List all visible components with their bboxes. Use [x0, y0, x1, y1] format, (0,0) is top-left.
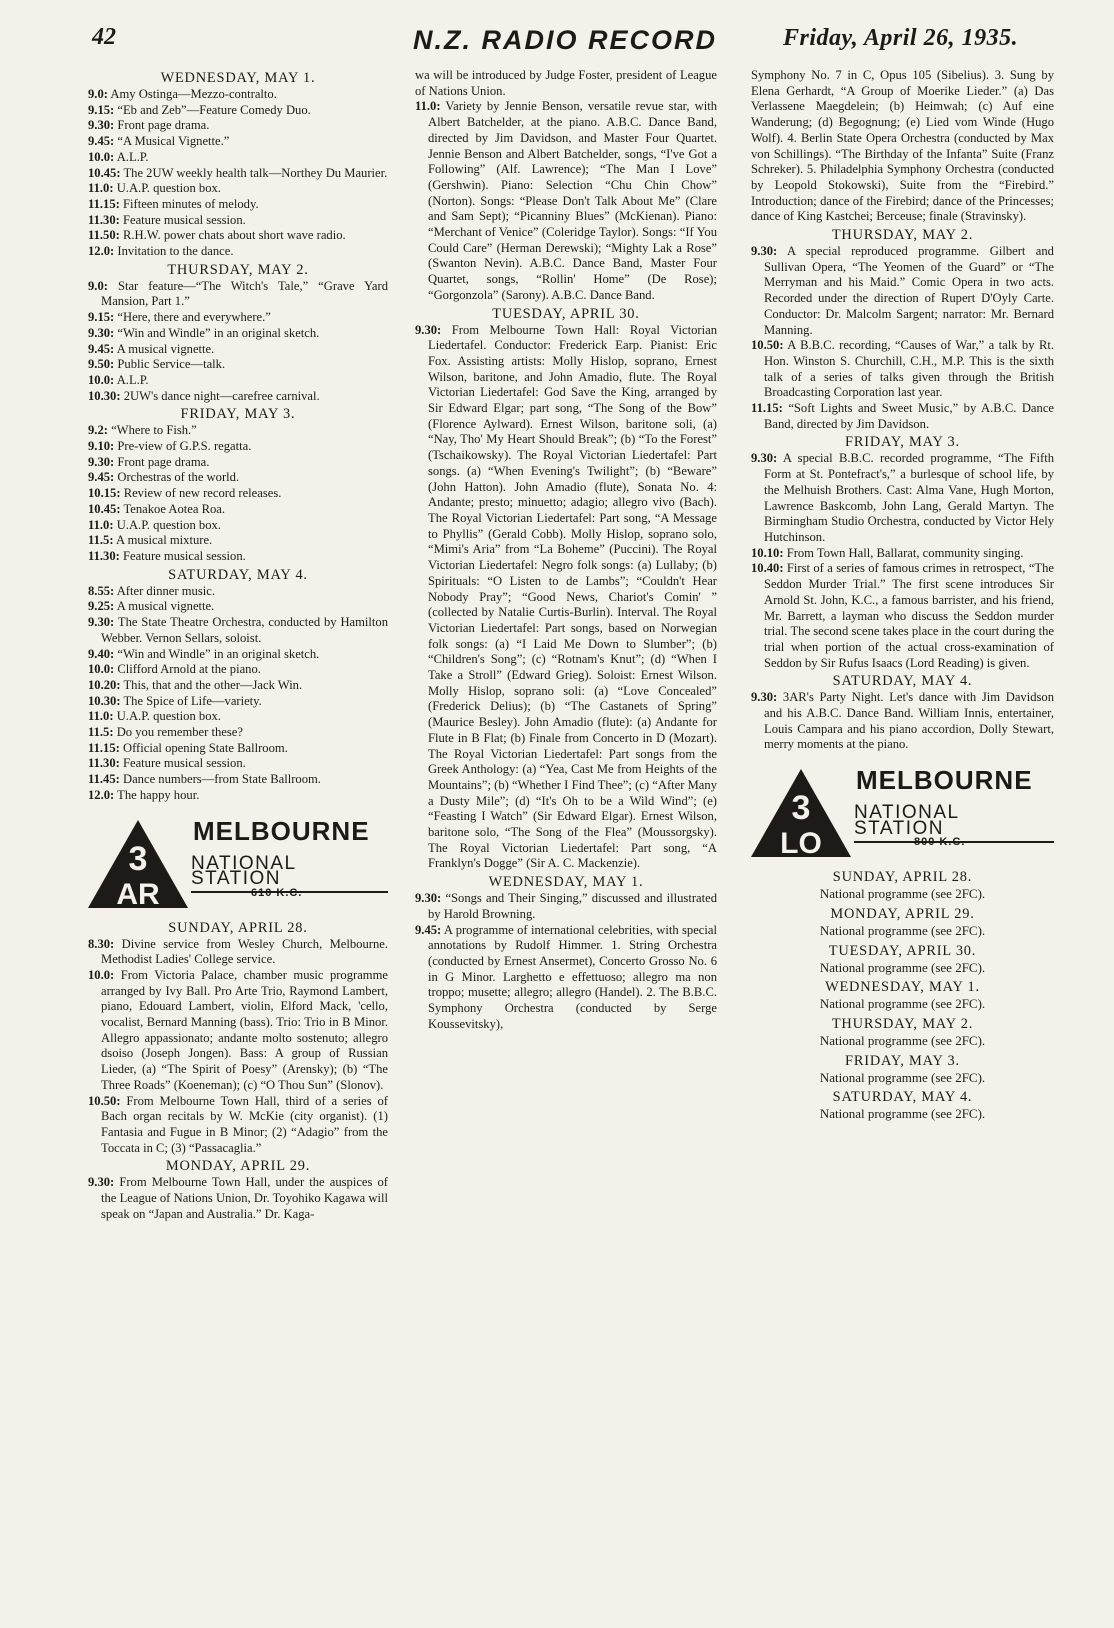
program-description: Front page drama.	[117, 454, 210, 469]
program-time: 11.15:	[88, 740, 120, 755]
day-heading: TUESDAY, APRIL 30.	[492, 305, 640, 322]
day-heading: SATURDAY, MAY 4.	[168, 566, 308, 583]
program-description: A musical mixture.	[116, 533, 213, 548]
program-time: 11.15:	[88, 196, 120, 211]
program-entry	[88, 725, 388, 741]
program-entry	[88, 455, 388, 471]
day-heading: THURSDAY, MAY 2.	[831, 1015, 974, 1032]
program-description: Tenakoe Aotea Roa.	[123, 501, 226, 516]
program-description: “Songs and Their Singing,” discussed and illustrated by Harold Browning.	[428, 891, 717, 921]
program-description: After dinner music.	[116, 583, 215, 598]
program-time: 10.45:	[88, 165, 121, 180]
program-description: From Victoria Palace, chamber music programme arranged by Ivy Ball. Pro Arte Trio, Raymond Lambert, piano, Edouard Lambert, violin, Elford Mack, 'cello, vocalist, Bernard Manning (bass). Trio: Trio in B Minor. Allegro appassionato; andante molto sostenuto; allegro dsoiso (Joseph Jongen). Bass: A group of Russian Lieder, (a) “The Spirit of Poesy” (Arensky); (b) “The Three Roads” (Koeneman); (c) “O Thou Sun” (Slonov).	[101, 967, 388, 1092]
program-entry	[88, 709, 388, 725]
program-description: Front page drama.	[117, 118, 210, 133]
program-description: 2UW's dance night—carefree carnival.	[123, 388, 320, 403]
program-entry	[88, 244, 388, 260]
station-logo-3lo-icon	[751, 767, 853, 859]
day-heading: WEDNESDAY, MAY 1.	[160, 70, 316, 86]
program-entry	[88, 197, 388, 213]
program-description: Clifford Arnold at the piano.	[117, 662, 261, 677]
station-frequency: 610 K.C.	[251, 886, 303, 899]
program-description: From Melbourne Town Hall: Royal Victorian Liedertafel. Conductor: Frederick Earp. Pianist: Eric Fox. Assisting artists: Molly Hislop, soprano, Ernest Wilson, baritone, and John Amadio, flute. The Royal Victorian Liedertafel: God Save the King, arranged by Sir Edward Elgar; part song, “The Song of the Bow” (Florence Aylward). Ernest Wilson, baritone soli, (a) “Nay, Tho' My Heart Should Break”; (b) “To the Forest” (Tschaikowsky). The Royal Victorian Liedertafel: Part songs. (a) “When Evening's Twilight”; (b) “Beware” (John Hatton). John Amadio (flute), Sonata No. 4: Andante; presto; minuetto; adagio; allegro vivo (Bach). The Royal Victorian Liedertafel: Part song, “A Message to Phyllis” (Gerald Cobb). Molly Hislop, soprano solo, “Mimi's Aria” from “La Boheme” (Puccini). The Royal Victorian Liedertafel: Negro folk songs: (a) Lullaby; (b) Spirituals: “O Listen to de Lambs”; “Couldn't Hear Nobody Pray”; “Good News, Chariot's Comin' ” (collected by Natalie Curtis-Burlin). Interval. The Royal Victorian Liedertafel: Part songs, based on Norwegian folk songs: (a) “I Laid Me Down to Slumber”; (b) “Children's Song”; (c) “Rotnam's Knut”; (d) “When I Take a Stroll” (Edward Grieg). Soloist: Ernest Wilson. Molly Hislop, soprano soli: (a) “Love Concealed” (Frederick Delius); (b) “The Castanets of Spring” (Maurice Besley). John Amadio (flute): (a) Andante for Flute in B Flat; (b) Finale from Concerto in D (Mozart). The Royal Victorian Liedertafel: Part songs from the Greek Anthology: (a) “Yea, Cast Me from Heights of the Mountains”; (b) “Whether I Find Thee”; (c) “After Many a Dusty Mile”; (d) “It's Oh to be a Wild Wind”; (e) “Feasting I Watch” (Sir Edward Elgar). Ernest Wilson, baritone solo, “The Song of the Flea” (Moussorgsky). The Royal Victorian Liedertafel: Part song, “A Franklyn's Dogge” (Sir A. C. Mackenzie).	[428, 322, 717, 871]
program-time: 11.15:	[751, 401, 783, 416]
program-time: 9.10:	[88, 439, 115, 454]
program-description: Divine service from Wesley Church, Melbourne. Methodist Ladies' College service.	[101, 936, 388, 967]
program-description: Dance numbers—from State Ballroom.	[123, 772, 321, 787]
program-description: U.A.P. question box.	[116, 181, 221, 196]
program-description: Review of new record releases.	[123, 486, 282, 501]
station-banner-3lo	[751, 767, 1054, 859]
program-time: 11.0:	[415, 99, 441, 114]
day-heading: SATURDAY, MAY 4.	[832, 673, 973, 690]
program-time: 11.5:	[88, 725, 114, 740]
program-time: 11.0:	[88, 181, 114, 196]
page-number: 42	[92, 24, 116, 50]
program-time: 10.30:	[88, 388, 121, 403]
program-description: Fifteen minutes of melody.	[123, 196, 259, 211]
program-description: “A Musical Vignette.”	[117, 134, 230, 149]
program-entry	[415, 891, 717, 922]
day-heading: MONDAY, APRIL 29.	[830, 905, 975, 922]
program-time: 10.0:	[88, 372, 115, 387]
program-entry	[88, 134, 388, 150]
program-description: R.H.W. power chats about short wave radio.	[123, 228, 346, 243]
program-description: Feature musical session.	[123, 212, 246, 227]
program-description: From Town Hall, Ballarat, community singing.	[786, 545, 1024, 560]
program-time: 9.2:	[88, 423, 108, 438]
program-description: A musical vignette.	[116, 341, 215, 356]
program-description: A musical vignette.	[116, 599, 215, 614]
program-description: First of a series of famous crimes in retrospect, “The Seddon Murder Trial.” The first scene introduces Sir Arnold St. John, K.C., a famous barrister, and his friend, Mr. Barrett, a layman who discuss the Seddon murder trial. The second scene takes place in the court during the trial when portion of the actual cross-examination of Seddon by Sir Rufus Isaacs (Lord Reading) is given.	[764, 561, 1054, 670]
program-description: “Win and Windle” in an original sketch.	[117, 646, 320, 661]
program-entry	[88, 342, 388, 358]
issue-date: Friday, April 26, 1935.	[783, 25, 1019, 51]
program-entry	[751, 690, 1054, 753]
programme-note: National programme (see 2FC).	[819, 1069, 986, 1085]
program-entry	[751, 561, 1054, 671]
program-time: 9.45:	[415, 922, 442, 937]
program-description: “Eb and Zeb”—Feature Comedy Duo.	[117, 102, 311, 117]
program-description: Variety by Jennie Benson, versatile revue star, with Albert Batchelder, at the piano. A.B.C. Dance Band, directed by Jim Davidson, and Master Four Quartet. Jennie Benson and Albert Batchelder, songs, “I've Got a Following” (Alf. Lawrence); “The Man I Love” (Gershwin). Piano: Selection “Chu Chin Chow” (Norton). Songs: “Please Don't Talk About Me” (Clare and Sam Sept); “Picanniny Blues” (McKienan). Piano: “Merchant of Venice” (Coleridge Taylor). Songs: “If You Could Care” (Herman Derewski); “Mighty Lak a Rose” (Swanton Nevin). A.B.C. Dance Band, Master Four Quartet, songs, “Rollin' Home” (De Rose); “Gorgonzola” (Sarony). A.B.C. Dance Band.	[428, 99, 717, 302]
program-entry	[88, 1094, 388, 1157]
program-description: “Where to Fish.”	[111, 423, 197, 438]
day-heading: THURSDAY, MAY 2.	[167, 261, 309, 278]
program-entry	[88, 150, 388, 166]
program-entry	[88, 357, 388, 373]
program-list	[751, 690, 1054, 753]
day-heading: MONDAY, APRIL 29.	[165, 1158, 311, 1175]
program-time: 9.30:	[88, 454, 115, 469]
program-description: The happy hour.	[117, 787, 200, 802]
logo-call-letters: AR	[116, 877, 160, 910]
program-entry	[88, 502, 388, 518]
program-time: 10.30:	[88, 693, 121, 708]
program-entry	[751, 451, 1054, 545]
program-description: Do you remember these?	[116, 725, 243, 740]
program-description: 3AR's Party Night. Let's dance with Jim Davidson and his A.B.C. Dance Band. William Innis, entertainer, Louis Campara and his piano accordion, Dolly Stewart, merry moments at the piano.	[764, 690, 1054, 752]
program-entry	[88, 937, 388, 968]
program-time: 9.30:	[751, 451, 778, 466]
program-entry	[415, 923, 717, 1033]
program-description: Star feature—“The Witch's Tale,” “Grave Yard Mansion, Part 1.”	[101, 278, 388, 309]
program-time: 9.30:	[751, 244, 778, 259]
program-list	[88, 584, 388, 804]
program-entry	[88, 647, 388, 663]
program-entry	[415, 99, 717, 303]
logo-call-number: 3	[128, 839, 148, 878]
program-description: Invitation to the dance.	[117, 244, 234, 259]
day-heading: SUNDAY, APRIL 28.	[832, 869, 973, 886]
program-description: A B.B.C. recording, “Causes of War,” a talk by Rt. Hon. Winston S. Churchill, C.H., M.P. This is the sixth talk of a series of talks given through the British Broadcasting Corporation last year.	[764, 338, 1054, 400]
station-subtitle: NATIONAL STATION	[854, 805, 1054, 842]
program-time: 11.30:	[88, 756, 120, 771]
page-header	[0, 0, 1114, 60]
station-logo-3ar-icon	[88, 818, 190, 910]
program-time: 11.30:	[88, 548, 120, 563]
program-time: 9.30:	[88, 325, 115, 340]
program-time: 12.0:	[88, 244, 115, 259]
program-entry	[88, 533, 388, 549]
column-2	[415, 68, 717, 1032]
program-description: A.L.P.	[116, 149, 149, 164]
program-entry	[88, 486, 388, 502]
program-entry	[415, 323, 717, 873]
program-entry	[88, 181, 388, 197]
program-time: 10.15:	[88, 486, 121, 501]
program-entry	[751, 401, 1054, 432]
program-description: “Here, there and everywhere.”	[117, 310, 271, 325]
program-time: 9.15:	[88, 102, 115, 117]
day-heading: WEDNESDAY, MAY 1.	[488, 874, 644, 891]
program-time: 10.0:	[88, 149, 115, 164]
programme-note: National programme (see 2FC).	[819, 996, 986, 1012]
program-entry	[88, 788, 388, 804]
program-entry	[88, 584, 388, 600]
program-description: A special B.B.C. recorded programme, “The Fifth Form at St. Pontefract's,” a burlesque of school life, by the Melhuish Brothers. Cast: Alma Vane, Hugh Morton, Lawrence Baskcomb, John Lang, Gerald Martyn. The Birmingham Studio Orchestra, conducted by Victor Hely Hutchinson.	[764, 451, 1054, 544]
program-description: The 2UW weekly health talk—Northey Du Maurier.	[123, 165, 388, 180]
programme-note: National programme (see 2FC).	[819, 886, 986, 902]
day-heading: FRIDAY, MAY 3.	[845, 434, 960, 451]
program-list	[88, 279, 388, 405]
program-time: 10.10:	[751, 545, 784, 560]
program-entry	[88, 549, 388, 565]
program-entry	[88, 326, 388, 342]
program-entry	[88, 423, 388, 439]
program-entry	[88, 166, 388, 182]
program-description: Feature musical session.	[123, 548, 246, 563]
station-name: MELBOURNE	[856, 765, 1033, 796]
program-description: “Win and Windle” in an original sketch.	[117, 325, 320, 340]
program-description: A.L.P.	[116, 372, 149, 387]
program-time: 9.30:	[415, 322, 442, 337]
programme-note: National programme (see 2FC).	[819, 959, 986, 975]
programme-note: National programme (see 2FC).	[819, 1106, 986, 1122]
program-time: 9.30:	[88, 1175, 115, 1190]
program-time: 11.30:	[88, 212, 120, 227]
program-time: 9.50:	[88, 357, 115, 372]
logo-call-letters: LO	[780, 827, 822, 860]
national-programme-list	[751, 869, 1054, 1122]
program-entry	[88, 87, 388, 103]
day-heading: FRIDAY, MAY 3.	[180, 406, 296, 423]
program-time: 10.0:	[88, 967, 115, 982]
program-time: 10.45:	[88, 501, 121, 516]
program-description: The Spice of Life—variety.	[123, 693, 262, 708]
program-list	[88, 87, 388, 260]
station-subtitle: NATIONAL STATION	[191, 856, 388, 893]
program-description: From Melbourne Town Hall, third of a series of Bach organ recitals by W. McKie (city organist). (1) Fantasia and Fugue in B Minor; (2) “Adagio” from the Toccata in C; (3) “Passacaglia.”	[101, 1093, 388, 1155]
program-time: 9.30:	[88, 118, 115, 133]
program-entry	[88, 103, 388, 119]
column-3	[751, 68, 1054, 1122]
program-list	[88, 1175, 388, 1222]
program-entry	[88, 599, 388, 615]
program-list	[751, 244, 1054, 432]
program-time: 9.45:	[88, 341, 115, 356]
program-time: 9.0:	[88, 278, 108, 293]
program-entry	[88, 470, 388, 486]
program-time: 10.50:	[88, 1093, 121, 1108]
program-entry	[88, 373, 388, 389]
program-entry	[88, 694, 388, 710]
column-1	[88, 68, 388, 1222]
station-banner-3ar	[88, 815, 388, 910]
program-entry	[88, 615, 388, 646]
program-time: 11.0:	[88, 517, 114, 532]
day-heading: FRIDAY, MAY 3.	[845, 1052, 960, 1069]
continued-text: Symphony No. 7 in C, Opus 105 (Sibelius). 3. Sung by Elena Gerhardt, “A Group of Moerike Lieder.” (a) Das Verlassene Maegdelein; (b) Heimwah; (c) Auf eine Wanderung; (d) Begognung; (e) Lied vom Winde (Hugo Wolf). 4. Berlin State Opera Orchestra (conducted by Max von Schillings). “The Birthday of the Infanta” Suite (Franz Schreker). 5. Philadelphia Symphony Orchestra (conducted by Leopold Stokowski), Suite from the “Firebird.” Introduction; dance of the Firebird; dance of the Princesses; dance of King Kastchei; Berceuse; finale (Stravinsky).	[751, 68, 1054, 224]
program-entry	[751, 546, 1054, 562]
program-time: 9.30:	[415, 891, 442, 906]
day-heading: TUESDAY, APRIL 30.	[828, 942, 977, 959]
program-time: 9.25:	[88, 599, 115, 614]
station-frequency: 800 K.C.	[914, 836, 966, 849]
program-time: 12.0:	[88, 787, 115, 802]
program-time: 9.45:	[88, 134, 115, 149]
program-description: U.A.P. question box.	[116, 709, 221, 724]
logo-call-number: 3	[791, 789, 811, 828]
program-entry	[88, 678, 388, 694]
program-description: Orchestras of the world.	[117, 470, 240, 485]
program-entry	[751, 338, 1054, 401]
program-description: Pre-view of G.P.S. regatta.	[117, 439, 252, 454]
program-entry	[88, 741, 388, 757]
program-list	[751, 451, 1054, 671]
program-description: A programme of international celebrities, with special annotations by Rudolf Himmer. 1. String Orchestra (conducted by Ernest Ansermet), Concerto Grosso No. 6 in G Minor. Larghetto e effettuoso; allegro ma non troppo; musette; allegro; allegro (Handel). 2. The B.B.C. Symphony Orchestra (conducted by Serge Koussevitsky),	[428, 922, 717, 1031]
day-heading: WEDNESDAY, MAY 1.	[825, 979, 980, 996]
day-heading: SUNDAY, APRIL 28.	[168, 919, 308, 936]
program-entry	[88, 310, 388, 326]
program-time: 11.0:	[88, 709, 114, 724]
program-description: “Soft Lights and Sweet Music,” by A.B.C. Dance Band, directed by Jim Davidson.	[764, 401, 1055, 431]
program-time: 8.30:	[88, 936, 115, 951]
program-list	[88, 937, 388, 1157]
program-entry	[88, 228, 388, 244]
program-description: This, that and the other—Jack Win.	[123, 677, 303, 692]
programme-note: National programme (see 2FC).	[819, 1032, 986, 1048]
program-description: The State Theatre Orchestra, conducted by Hamilton Webber. Vernon Sellars, soloist.	[101, 615, 389, 645]
program-description: From Melbourne Town Hall, under the auspices of the League of Nations Union, Dr. Toyohiko Kagawa will speak on “Japan and Australia.” Dr. Kaga-	[101, 1175, 389, 1221]
programme-note: National programme (see 2FC).	[819, 922, 986, 938]
continued-text: wa will be introduced by Judge Foster, president of League of Nations Union.	[415, 68, 717, 98]
program-time: 9.45:	[88, 470, 115, 485]
program-time: 8.55:	[88, 583, 115, 598]
program-description: U.A.P. question box.	[116, 517, 221, 532]
program-time: 10.50:	[751, 338, 784, 353]
program-description: Public Service—talk.	[117, 357, 226, 372]
program-time: 11.50:	[88, 228, 120, 243]
program-time: 9.30:	[751, 690, 778, 705]
program-entry	[88, 279, 388, 310]
program-description: Amy Ostinga—Mezzo-contralto.	[110, 87, 277, 101]
program-entry	[88, 756, 388, 772]
program-list	[415, 99, 717, 303]
program-entry	[88, 1175, 388, 1222]
day-heading: THURSDAY, MAY 2.	[831, 227, 974, 244]
program-description: Feature musical session.	[123, 756, 246, 771]
program-entry	[88, 439, 388, 455]
program-entry	[751, 244, 1054, 338]
publication-title: N.Z. RADIO RECORD	[413, 25, 717, 55]
program-time: 11.5:	[88, 533, 114, 548]
program-entry	[88, 518, 388, 534]
program-entry	[88, 213, 388, 229]
program-time: 10.0:	[88, 662, 115, 677]
program-entry	[88, 389, 388, 405]
program-entry	[88, 118, 388, 134]
program-description: A special reproduced programme. Gilbert and Sullivan Opera, “The Yeomen of the Guard” or “The Merryman and his Maid.” Comic Opera in two acts. Recorded under the direction of Rupert D'Oyly Carte. Conductor: Dr. Malcolm Sargent; narrator: Mr. Bernard Manning.	[764, 244, 1054, 337]
program-list	[88, 423, 388, 564]
program-time: 9.0:	[88, 87, 108, 101]
program-entry	[88, 662, 388, 678]
program-time: 10.20:	[88, 677, 121, 692]
program-entry	[88, 968, 388, 1094]
day-heading: SATURDAY, MAY 4.	[832, 1089, 973, 1106]
program-time: 9.30:	[88, 615, 115, 630]
program-list	[415, 323, 717, 873]
program-list	[415, 891, 717, 1032]
program-time: 11.45:	[88, 772, 120, 787]
program-description: Official opening State Ballroom.	[123, 740, 288, 755]
program-time: 9.15:	[88, 310, 115, 325]
program-entry	[88, 772, 388, 788]
program-time: 9.40:	[88, 646, 115, 661]
program-time: 10.40:	[751, 561, 784, 576]
station-name: MELBOURNE	[193, 815, 370, 846]
